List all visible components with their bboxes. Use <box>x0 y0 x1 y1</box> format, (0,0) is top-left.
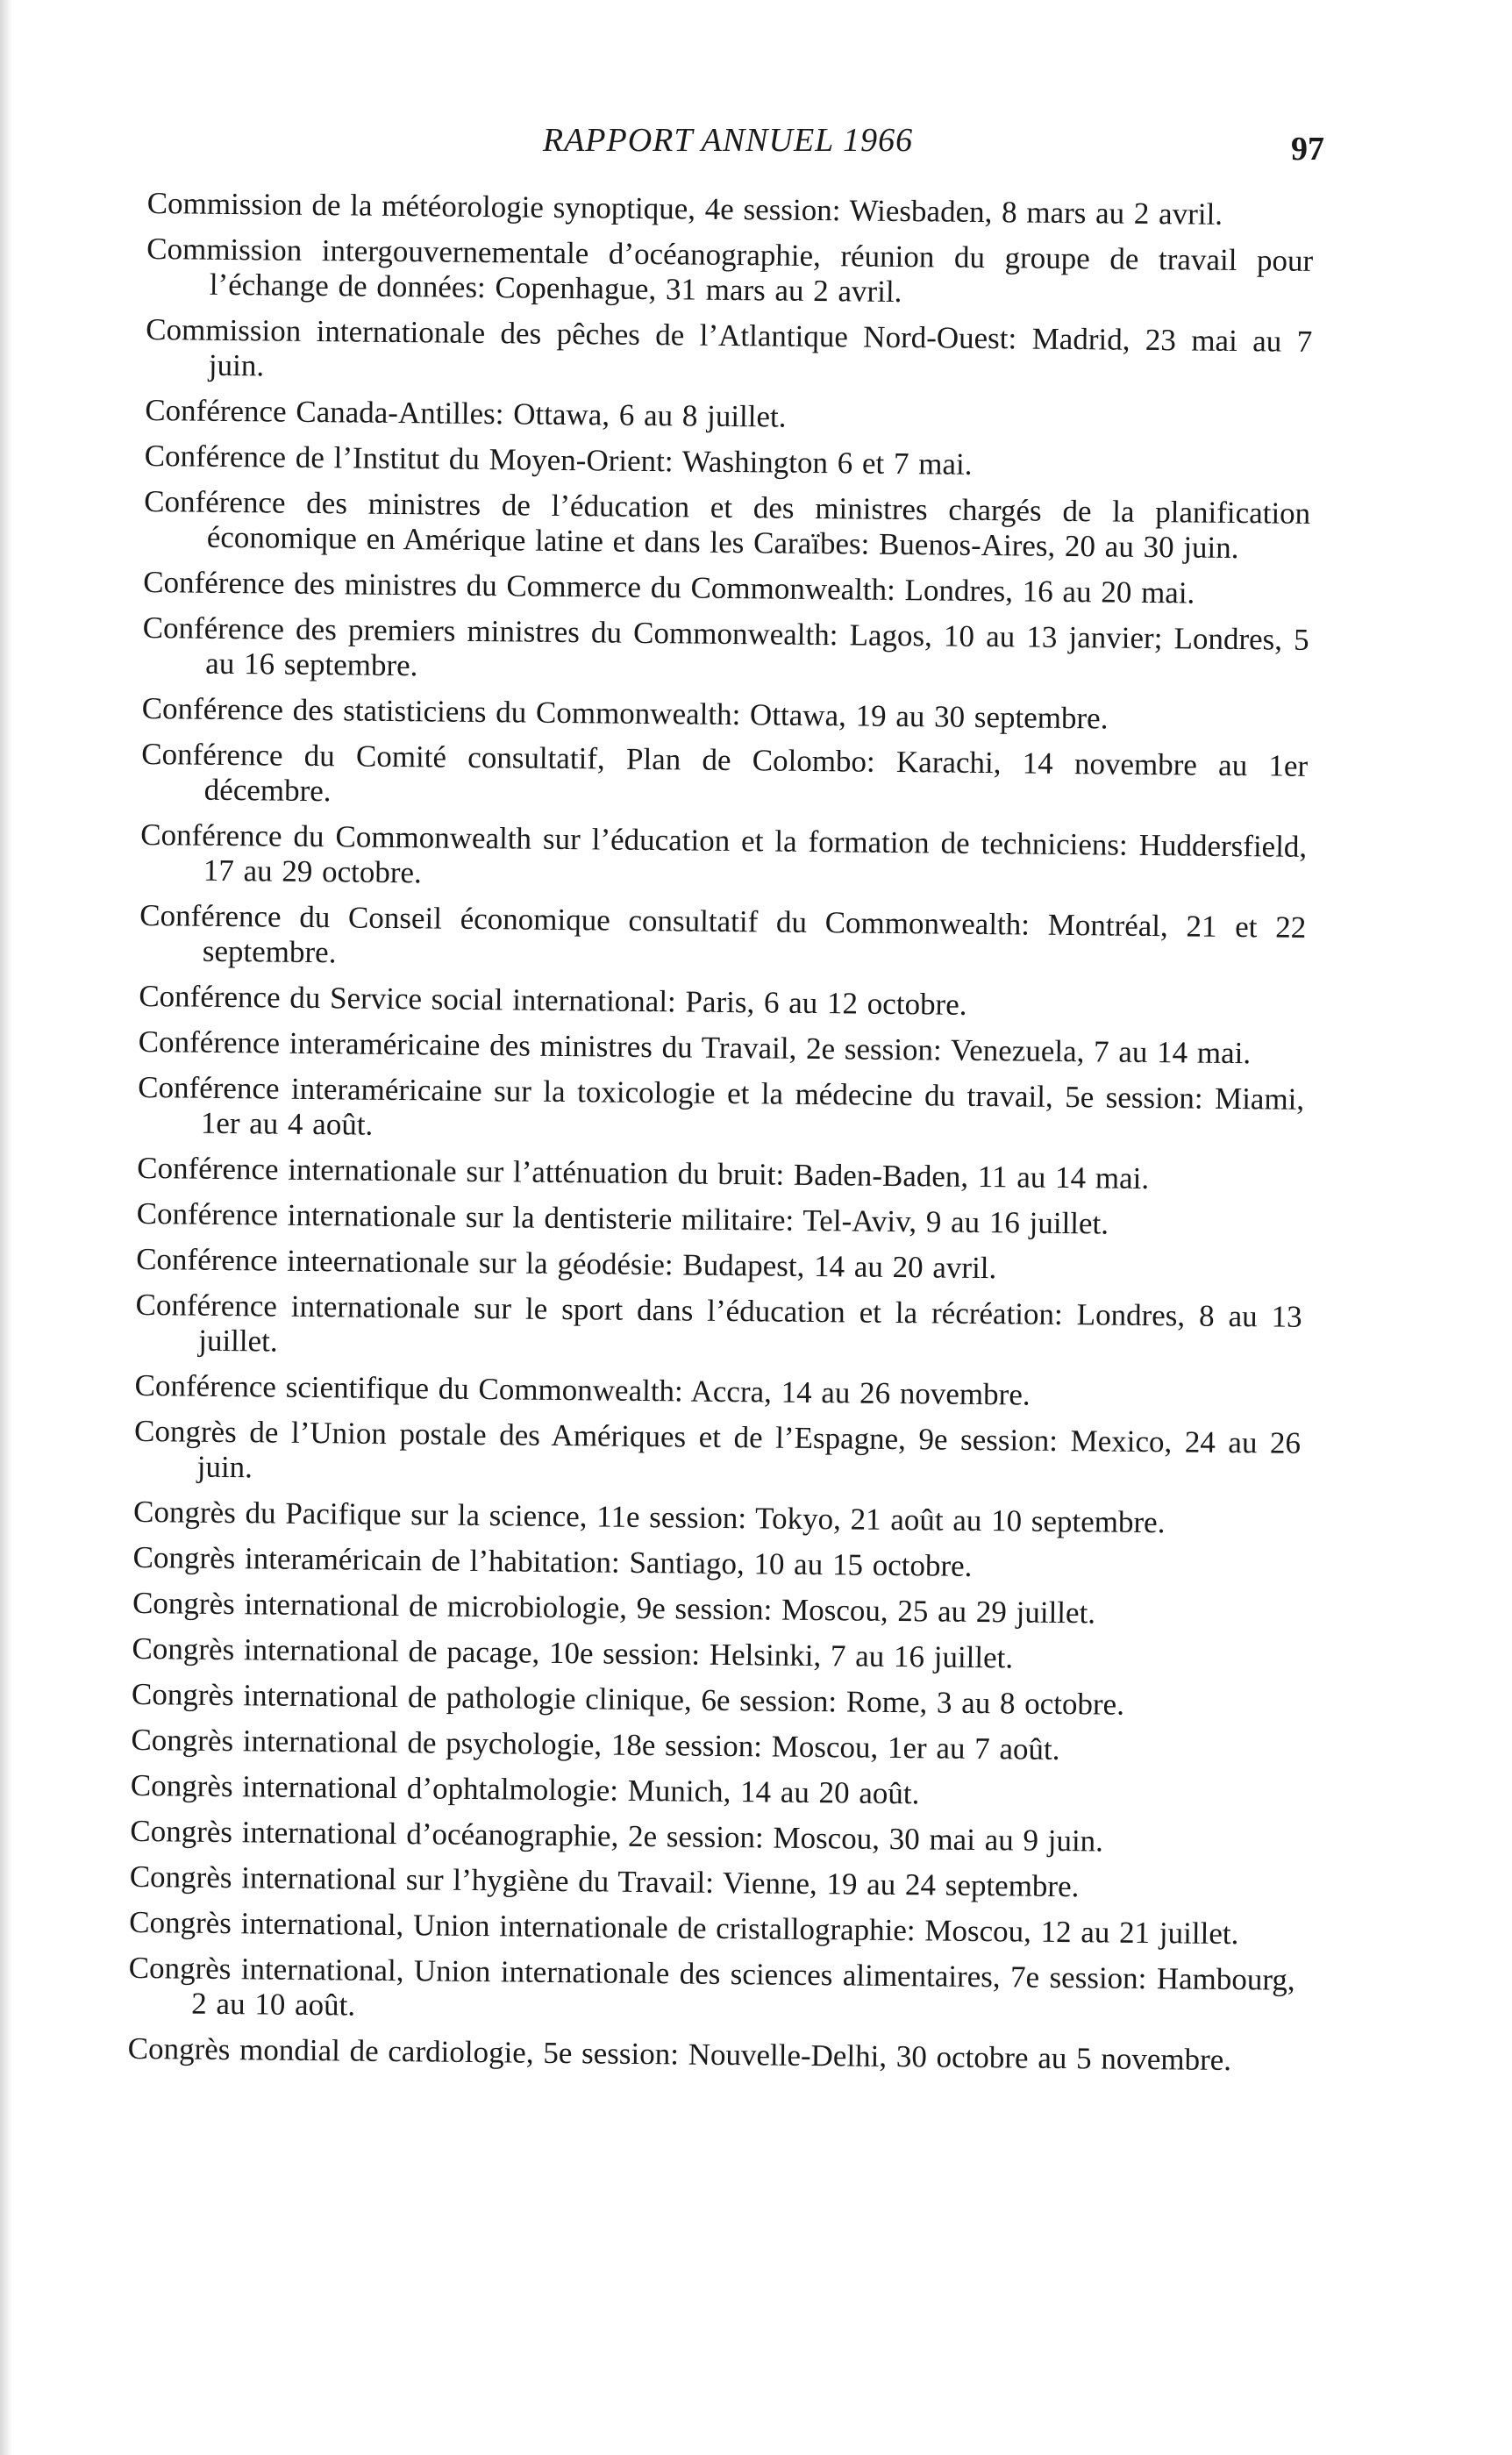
list-item: Conférence internationale sur le sport dans l’éducation et la récréation: Londres, 8 au 13 juillet. <box>135 1287 1302 1359</box>
list-item: Congrès international d’océanographie, 2e session: Moscou, 30 mai au 9 juin. <box>130 1813 1104 1859</box>
list-item: Conférence du Comité consultatif, Plan de Colombo: Karachi, 14 novembre au 1er décembre. <box>141 736 1309 809</box>
list-item: Commission de la météorologie synoptique, 4e session: Wiesbaden, 8 mars au 2 avril. <box>146 186 1223 232</box>
list-item: Conférence interaméricaine des ministres du Travail, 2e session: Venezuela, 7 au 14 mai. <box>138 1024 1252 1071</box>
list-item: Conférence inteernationale sur la géodésie: Budapest, 14 au 20 avril. <box>135 1241 997 1286</box>
list-item: Congrès de l’Union postale des Amériques et de l’Espagne, 9e session: Mexico, 24 au 26 juin. <box>133 1413 1302 1485</box>
list-item: Commission internationale des pêches de l’Atlantique Nord-Ouest: Madrid, 23 mai au 7 juin. <box>146 311 1313 383</box>
page-binding-edge <box>0 0 12 2455</box>
page-header <box>140 121 1324 174</box>
list-item: Conférence internationale sur la dentisterie militaire: Tel-Aviv, 9 au 16 juillet. <box>136 1195 1109 1241</box>
list-item: Conférence des ministres de l’éducation et des ministres chargés de la planification économique en Amérique latine et dans les Caraïbes: Buenos-Aires, 20 au 30 juin. <box>144 483 1311 566</box>
list-item: Congrès international de psychologie, 18e session: Moscou, 1er au 7 août. <box>131 1722 1060 1766</box>
page-number: 97 <box>1291 131 1324 168</box>
list-item: Conférence des premiers ministres du Commonwealth: Lagos, 10 au 13 janvier; Londres, 5 au 16 septembre. <box>142 610 1309 683</box>
list-item: Congrès international d’ophtalmologie: Munich, 14 au 20 août. <box>130 1767 920 1811</box>
list-item: Commission intergouvernementale d’océanographie, réunion du groupe de travail pour l’échange de données: Copenhague, 31 mars au 2 avril. <box>146 231 1314 310</box>
list-item: Congrès international de pacage, 10e session: Helsinki, 7 au 16 juillet. <box>132 1631 1014 1675</box>
list-item: Congrès international de microbiologie, 9e session: Moscou, 25 au 29 juillet. <box>132 1585 1096 1631</box>
list-item: Congrès mondial de cardiologie, 5e session: Nouvelle-Delhi, 30 octobre au 5 novembre. <box>127 2030 1232 2078</box>
list-item: Conférence de l’Institut du Moyen-Orient: Washington 6 et 7 mai. <box>144 438 973 482</box>
list-item: Congrès international sur l’hygiène du Travail: Vienne, 19 au 24 septembre. <box>129 1859 1080 1904</box>
list-item: Conférence du Commonwealth sur l’éducation et la formation de techniciens: Huddersfield, 17 au 29 octobre. <box>140 817 1308 890</box>
list-item: Congrès international, Union internationale des sciences alimentaires, 7e session: Hambourg, 2 au 10 août. <box>128 1950 1295 2023</box>
list-item: Conférence du Conseil économique consultatif du Commonwealth: Montréal, 21 et 22 septembre. <box>139 897 1307 970</box>
list-item: Congrès international de pathologie clinique, 6e session: Rome, 3 au 8 octobre. <box>131 1676 1125 1722</box>
list-item: Congrès interaméricain de l’habitation: Santiago, 10 au 15 octobre. <box>132 1539 973 1583</box>
list-item: Conférence des ministres du Commerce du Commonwealth: Londres, 16 au 20 mai. <box>143 564 1195 610</box>
list-item: Congrès international, Union internationale de cristallographie: Moscou, 12 au 21 juillet. <box>129 1904 1239 1952</box>
conference-list <box>127 186 1314 2089</box>
list-item: Conférence interaméricaine sur la toxicologie et la médecine du travail, 5e session: Miami, 1er au 4 août. <box>138 1069 1305 1142</box>
list-item: Conférence internationale sur l’atténuation du bruit: Baden-Baden, 11 au 14 mai. <box>137 1150 1150 1196</box>
running-title: RAPPORT ANNUEL 1966 <box>542 122 914 159</box>
list-item: Conférence des statisticiens du Commonwealth: Ottawa, 19 au 30 septembre. <box>141 690 1109 736</box>
list-item: Conférence du Service social international: Paris, 6 au 12 octobre. <box>139 978 967 1022</box>
list-item: Congrès du Pacifique sur la science, 11e session: Tokyo, 21 août au 10 septembre. <box>132 1494 1166 1540</box>
list-item: Conférence scientifique du Commonwealth: Accra, 14 au 26 novembre. <box>134 1367 1031 1412</box>
list-item: Conférence Canada-Antilles: Ottawa, 6 au 8 juillet. <box>145 392 787 434</box>
